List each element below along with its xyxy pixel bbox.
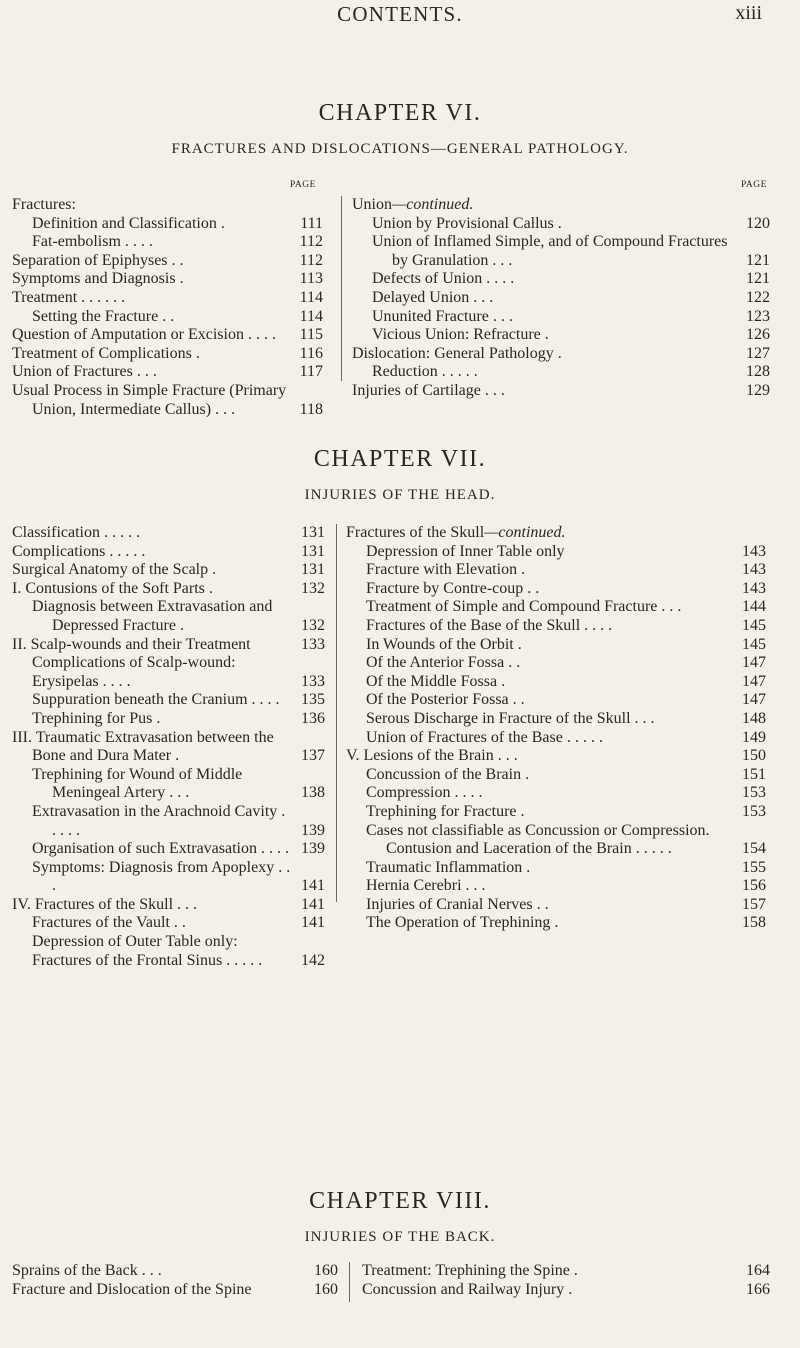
contents-column-right	[346, 524, 766, 933]
toc-entry-title: Complications . . . . .	[12, 542, 146, 560]
toc-entry-page: 138	[301, 784, 325, 802]
toc-entry[interactable]	[12, 252, 323, 271]
toc-entry-title: Trephining for Pus .	[32, 709, 161, 727]
toc-entry[interactable]	[352, 215, 770, 234]
toc-entry[interactable]	[362, 1262, 770, 1281]
toc-entry-title: Of the Middle Fossa .	[366, 672, 506, 690]
toc-entry[interactable]	[12, 691, 325, 710]
toc-entry-title: II. Scalp-wounds and their Treatment	[12, 635, 251, 653]
toc-entry[interactable]	[346, 914, 766, 933]
toc-entry-title: In Wounds of the Orbit .	[366, 635, 522, 653]
toc-entry-title: Surgical Anatomy of the Scalp .	[12, 561, 217, 579]
toc-entry-title: Fractures of the Vault . .	[32, 914, 186, 932]
toc-entry-page: 153	[742, 784, 766, 802]
toc-entry-page: 141	[301, 877, 325, 895]
toc-entry-title: I. Contusions of the Soft Parts .	[12, 579, 213, 597]
toc-entry[interactable]	[12, 524, 325, 543]
toc-entry[interactable]	[346, 877, 766, 896]
toc-entry[interactable]	[12, 580, 325, 599]
page-column-label: PAGE	[741, 180, 767, 190]
toc-entry-page: 132	[301, 616, 325, 634]
toc-entry-page: 139	[301, 821, 325, 839]
chapter-7-heading	[0, 446, 800, 504]
toc-entry-page: 147	[742, 654, 766, 672]
toc-entry-title: Fracture with Elevation .	[366, 561, 526, 579]
toc-entry[interactable]	[12, 289, 323, 308]
toc-entry[interactable]	[346, 561, 766, 580]
toc-entry-page: 117	[299, 363, 323, 381]
toc-entry[interactable]	[346, 803, 766, 822]
toc-entry-page: 144	[742, 598, 766, 616]
toc-entry[interactable]	[12, 308, 323, 327]
toc-entry-page: 136	[301, 709, 325, 727]
toc-entry-title: Usual Process in Simple Fracture (Primary Union, Intermediate Callus) . . .	[12, 381, 287, 418]
toc-entry-page: 143	[742, 542, 766, 560]
toc-entry-title: V. Lesions of the Brain . . .	[346, 747, 518, 765]
toc-entry-title: Ununited Fracture . . .	[372, 307, 513, 325]
toc-entry-page: 111	[300, 214, 323, 232]
toc-entry-title: III. Traumatic Extravasation between the Bone and Dura Mater .	[12, 728, 274, 765]
toc-entry[interactable]	[346, 543, 766, 562]
toc-entry[interactable]	[346, 654, 766, 673]
toc-entry[interactable]	[352, 233, 770, 270]
toc-entry[interactable]	[12, 710, 325, 729]
toc-entry[interactable]	[346, 859, 766, 878]
toc-entry-page: 121	[746, 270, 770, 288]
toc-entry-title: Fractures of the Skull—continued.	[346, 524, 566, 541]
toc-entry-page: 147	[742, 691, 766, 709]
contents-column-left	[12, 524, 325, 970]
toc-entry-title: Concussion and Railway Injury .	[362, 1280, 573, 1298]
toc-entry[interactable]	[346, 691, 766, 710]
toc-entry-page: 122	[746, 288, 770, 306]
toc-entry-page: 160	[314, 1280, 338, 1298]
chapter-subtitle: FRACTURES AND DISLOCATIONS—GENERAL PATHOLOGY.	[171, 141, 629, 157]
toc-entry-page: 128	[746, 363, 770, 381]
toc-entry[interactable]	[346, 636, 766, 655]
chapter-8-heading	[0, 1188, 800, 1246]
toc-entry[interactable]	[352, 345, 770, 364]
toc-entry[interactable]	[346, 673, 766, 692]
toc-entry-page: 131	[301, 524, 325, 541]
toc-entry-page: 114	[299, 307, 323, 325]
toc-entry-page: 145	[742, 635, 766, 653]
toc-entry-page: 150	[742, 747, 766, 765]
toc-entry[interactable]	[346, 524, 766, 543]
toc-entry-title: Organisation of such Extravasation . . . .	[32, 840, 289, 858]
toc-entry[interactable]	[12, 233, 323, 252]
toc-entry[interactable]	[346, 747, 766, 766]
toc-entry-title: Injuries of Cranial Nerves . .	[366, 895, 549, 913]
toc-entry-page: 141	[301, 895, 325, 913]
toc-entry-title: Classification . . . . .	[12, 524, 140, 541]
toc-entry[interactable]	[346, 784, 766, 803]
toc-entry[interactable]	[352, 289, 770, 308]
toc-entry[interactable]	[12, 382, 323, 419]
toc-entry-title: Setting the Fracture . .	[32, 307, 175, 325]
toc-entry-page: 141	[301, 914, 325, 932]
toc-entry-page: 133	[301, 635, 325, 653]
toc-entry[interactable]	[352, 363, 770, 382]
page-column-label: PAGE	[290, 180, 316, 190]
toc-entry-title: Fractures:	[12, 196, 76, 213]
toc-entry-page: 114	[299, 288, 323, 306]
toc-entry-title: Trephining for Wound of Middle Meningeal Artery . . .	[32, 765, 243, 802]
toc-entry-title: Complications of Scalp-wound:	[32, 654, 236, 672]
chapter-title: CHAPTER VIII.	[309, 1188, 491, 1214]
toc-entry[interactable]	[12, 952, 325, 971]
toc-entry-title: Treatment of Simple and Compound Fracture . . .	[366, 598, 682, 616]
toc-entry[interactable]	[346, 710, 766, 729]
toc-entry-title: Definition and Classification .	[32, 214, 225, 232]
toc-entry-title: Symptoms: Diagnosis from Apoplexy . . .	[32, 858, 291, 895]
toc-entry[interactable]	[346, 729, 766, 748]
toc-entry-title: Fractures of the Frontal Sinus . . . . .	[32, 951, 263, 969]
toc-entry[interactable]	[12, 196, 323, 215]
toc-entry-page: 151	[742, 765, 766, 783]
toc-entry-page: 164	[746, 1262, 770, 1279]
toc-entry-title: Fracture by Contre-coup . .	[366, 579, 540, 597]
toc-entry[interactable]	[12, 345, 323, 364]
toc-entry-title: Fat-embolism . . . .	[32, 233, 153, 251]
toc-entry[interactable]	[362, 1281, 770, 1300]
toc-entry-page: 153	[742, 802, 766, 820]
toc-entry-title: Vicious Union: Refracture .	[372, 326, 549, 344]
toc-entry-page: 118	[299, 400, 323, 418]
toc-entry[interactable]	[12, 270, 323, 289]
toc-entry-title: Erysipelas . . . .	[32, 672, 131, 690]
toc-entry[interactable]	[12, 598, 325, 635]
toc-entry-page: 156	[742, 877, 766, 895]
chapter-subtitle: INJURIES OF THE HEAD.	[304, 487, 496, 503]
toc-entry[interactable]	[12, 933, 325, 952]
toc-entry-title: Compression . . . .	[366, 784, 483, 802]
contents-column-right	[352, 196, 770, 401]
toc-entry-page: 115	[299, 326, 323, 344]
toc-entry[interactable]	[12, 840, 325, 859]
toc-entry[interactable]	[12, 896, 325, 915]
toc-entry-title: Of the Posterior Fossa . .	[366, 691, 525, 709]
toc-entry-page: 135	[301, 691, 325, 709]
toc-entry-title: Separation of Epiphyses . .	[12, 251, 184, 269]
toc-entry-page: 126	[746, 326, 770, 344]
toc-entry-title: Diagnosis between Extravasation and Depressed Fracture .	[32, 598, 273, 634]
toc-entry-page: 158	[742, 914, 766, 932]
toc-entry[interactable]	[12, 803, 325, 840]
toc-entry-title: Concussion of the Brain .	[366, 765, 530, 783]
column-divider	[349, 1262, 350, 1302]
toc-entry[interactable]	[352, 308, 770, 327]
contents-column-left	[12, 196, 323, 419]
toc-entry-title: Fracture and Dislocation of the Spine	[12, 1280, 252, 1298]
toc-entry[interactable]	[12, 363, 323, 382]
toc-entry-page: 139	[301, 840, 325, 858]
toc-entry[interactable]	[352, 196, 770, 215]
toc-entry-page: 116	[299, 344, 323, 362]
toc-entry[interactable]	[12, 326, 323, 345]
toc-entry-page: 127	[746, 344, 770, 362]
toc-entry-title: Trephining for Fracture .	[366, 802, 525, 820]
toc-entry-page: 145	[742, 616, 766, 634]
chapter-title: CHAPTER VII.	[313, 446, 487, 472]
toc-entry-page: 147	[742, 672, 766, 690]
toc-entry-title: Sprains of the Back . . .	[12, 1262, 162, 1279]
toc-entry-page: 148	[742, 709, 766, 727]
toc-entry-title: Suppuration beneath the Cranium . . . .	[32, 691, 280, 709]
toc-entry[interactable]	[12, 654, 325, 673]
toc-entry[interactable]	[352, 270, 770, 289]
toc-entry-title: Union by Provisional Callus .	[372, 214, 562, 232]
toc-entry-title: Depression of Outer Table only:	[32, 933, 238, 951]
toc-entry-title: Reduction . . . . .	[372, 363, 478, 381]
toc-entry-title: IV. Fractures of the Skull . . .	[12, 895, 198, 913]
toc-entry-page: 112	[299, 233, 323, 251]
contents-column-left	[12, 1262, 338, 1299]
toc-entry[interactable]	[12, 215, 323, 234]
page-title: CONTENTS.	[337, 2, 463, 26]
contents-column-right	[362, 1262, 770, 1299]
toc-entry-page: 112	[299, 251, 323, 269]
toc-entry[interactable]	[12, 561, 325, 580]
toc-entry-title: Defects of Union . . . .	[372, 270, 515, 288]
toc-entry-page: 154	[742, 840, 766, 858]
toc-entry[interactable]	[352, 326, 770, 345]
toc-entry-title: Hernia Cerebri . . .	[366, 877, 486, 895]
toc-entry-page: 131	[301, 542, 325, 560]
toc-entry-title: Extravasation in the Arachnoid Cavity . . . . .	[32, 802, 286, 839]
toc-entry-page: 149	[742, 728, 766, 746]
toc-entry-title: Union—continued.	[352, 196, 474, 213]
toc-entry[interactable]	[12, 673, 325, 692]
toc-entry[interactable]	[12, 729, 325, 766]
chapter-6-heading	[0, 100, 800, 158]
running-head	[0, 0, 800, 40]
toc-entry-page: 113	[299, 270, 323, 288]
toc-entry-title: Treatment . . . . . .	[12, 288, 126, 306]
toc-entry-title: Injuries of Cartilage . . .	[352, 381, 505, 399]
toc-entry[interactable]	[346, 822, 766, 859]
toc-entry-title: Dislocation: General Pathology .	[352, 344, 562, 362]
toc-entry-title: Depression of Inner Table only	[366, 542, 565, 560]
toc-entry-page: 133	[301, 672, 325, 690]
column-divider	[336, 524, 337, 902]
toc-entry[interactable]	[346, 896, 766, 915]
toc-entry-page: 157	[742, 895, 766, 913]
toc-entry-page: 166	[746, 1280, 770, 1298]
page-number: xiii	[735, 2, 762, 24]
toc-entry[interactable]	[12, 914, 325, 933]
toc-entry[interactable]	[12, 766, 325, 803]
chapter-title: CHAPTER VI.	[318, 100, 482, 126]
toc-entry-page: 137	[301, 747, 325, 765]
toc-entry[interactable]	[352, 382, 770, 401]
toc-entry-title: Union of Fractures of the Base . . . . .	[366, 728, 603, 746]
toc-entry-title: Delayed Union . . .	[372, 288, 494, 306]
toc-entry-page: 129	[746, 381, 770, 399]
toc-entry-page: 160	[314, 1262, 338, 1279]
toc-entry[interactable]	[346, 580, 766, 599]
chapter-subtitle: INJURIES OF THE BACK.	[304, 1229, 496, 1245]
toc-entry-title: Union of Fractures . . .	[12, 363, 157, 381]
toc-entry-title: The Operation of Trephining .	[366, 914, 559, 932]
toc-entry-title: Treatment: Trephining the Spine .	[362, 1262, 578, 1279]
toc-entry[interactable]	[12, 859, 325, 896]
toc-entry-title: Fractures of the Base of the Skull . . . .	[366, 616, 613, 634]
toc-entry-page: 121	[746, 251, 770, 269]
toc-entry-title: Union of Inflamed Simple, and of Compound Fractures by Granulation . . .	[372, 233, 728, 269]
toc-entry[interactable]	[12, 636, 325, 655]
toc-entry[interactable]	[346, 617, 766, 636]
toc-entry[interactable]	[346, 766, 766, 785]
toc-entry-page: 143	[742, 561, 766, 579]
toc-entry-title: Question of Amputation or Excision . . . .	[12, 326, 276, 344]
toc-entry-title: Traumatic Inflammation .	[366, 858, 531, 876]
toc-entry-page: 123	[746, 307, 770, 325]
toc-entry-page: 120	[746, 214, 770, 232]
toc-entry-title: Cases not classifiable as Concussion or Compression. Contusion and Laceration of the Brain . . . . .	[366, 821, 710, 858]
toc-entry[interactable]	[12, 1262, 338, 1281]
toc-entry-page: 155	[742, 858, 766, 876]
toc-entry-title: Of the Anterior Fossa . .	[366, 654, 521, 672]
toc-entry-title: Symptoms and Diagnosis .	[12, 270, 184, 288]
toc-entry-page: 142	[301, 951, 325, 969]
toc-entry[interactable]	[12, 543, 325, 562]
toc-entry-title: Serous Discharge in Fracture of the Skull . . .	[366, 709, 655, 727]
toc-entry[interactable]	[12, 1281, 338, 1300]
toc-entry[interactable]	[346, 598, 766, 617]
toc-entry-title: Treatment of Complications .	[12, 344, 200, 362]
column-divider	[341, 196, 342, 381]
toc-entry-page: 132	[301, 579, 325, 597]
toc-entry-page: 131	[301, 561, 325, 579]
toc-entry-page: 143	[742, 579, 766, 597]
